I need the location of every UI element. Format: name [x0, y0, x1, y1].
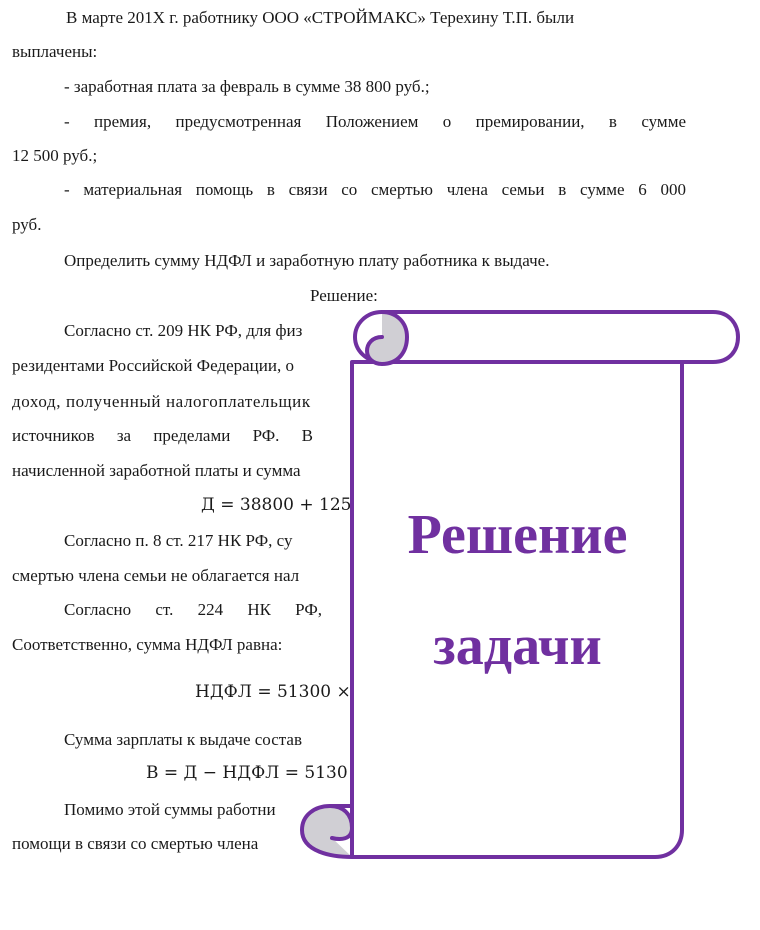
list-item-aid-line-1: - материальная помощь в связи со смертью члена семьи в сумме 6 000: [64, 180, 686, 199]
solution-heading: Решение:: [310, 286, 378, 305]
solution-line-5: начисленной заработной платы и сумма: [12, 461, 301, 480]
paragraph-intro-line-1: В марте 201Х г. работнику ООО «СТРОЙМАКС» Терехину Т.П. были: [66, 8, 575, 27]
solution-line-9: Соответственно, сумма НДФЛ равна:: [12, 635, 283, 654]
solution-line-10: Сумма зарплаты к выдаче состав: [64, 730, 302, 749]
solution-line-7: смертью члена семьи не облагается нал: [12, 566, 300, 585]
formula-tax: НДФЛ = 51300 ×: [195, 682, 351, 702]
solution-line-3: доход, полученный налогоплательщик: [12, 392, 311, 411]
formula-payout: В = Д − НДФЛ = 5130: [146, 763, 348, 783]
list-item-salary: - заработная плата за февраль в сумме 38 800 руб.;: [64, 77, 430, 96]
scroll-title-line-2: задачи: [433, 615, 602, 677]
scroll-top-roll: [355, 312, 738, 362]
solution-line-8: Согласно ст. 224 НК РФ,: [64, 600, 323, 619]
solution-line-2: резидентами Российской Федерации, о: [12, 356, 294, 375]
paragraph-intro-line-2: выплачены:: [12, 42, 98, 61]
solution-line-11: Помимо этой суммы работни: [64, 800, 276, 819]
list-item-aid-line-2: руб.: [12, 215, 42, 234]
solution-line-6: Согласно п. 8 ст. 217 НК РФ, су: [64, 531, 293, 550]
list-item-bonus-line-1: - премия, предусмотренная Положением о премировании, в сумме: [64, 112, 686, 131]
scroll-bottom-curl: [302, 806, 352, 857]
scroll-body: [352, 362, 682, 857]
formula-income: Д = 38800 + 125: [201, 495, 352, 515]
task-statement: Определить сумму НДФЛ и заработную плату работника к выдаче.: [64, 251, 550, 270]
scroll-title-line-1: Решение: [407, 504, 628, 566]
list-item-bonus-line-2: 12 500 руб.;: [12, 146, 98, 165]
solution-line-1: Согласно ст. 209 НК РФ, для физ: [64, 321, 303, 340]
solution-line-12: помощи в связи со смертью члена: [12, 834, 259, 853]
solution-line-4: источников за пределами РФ. В: [12, 426, 314, 445]
